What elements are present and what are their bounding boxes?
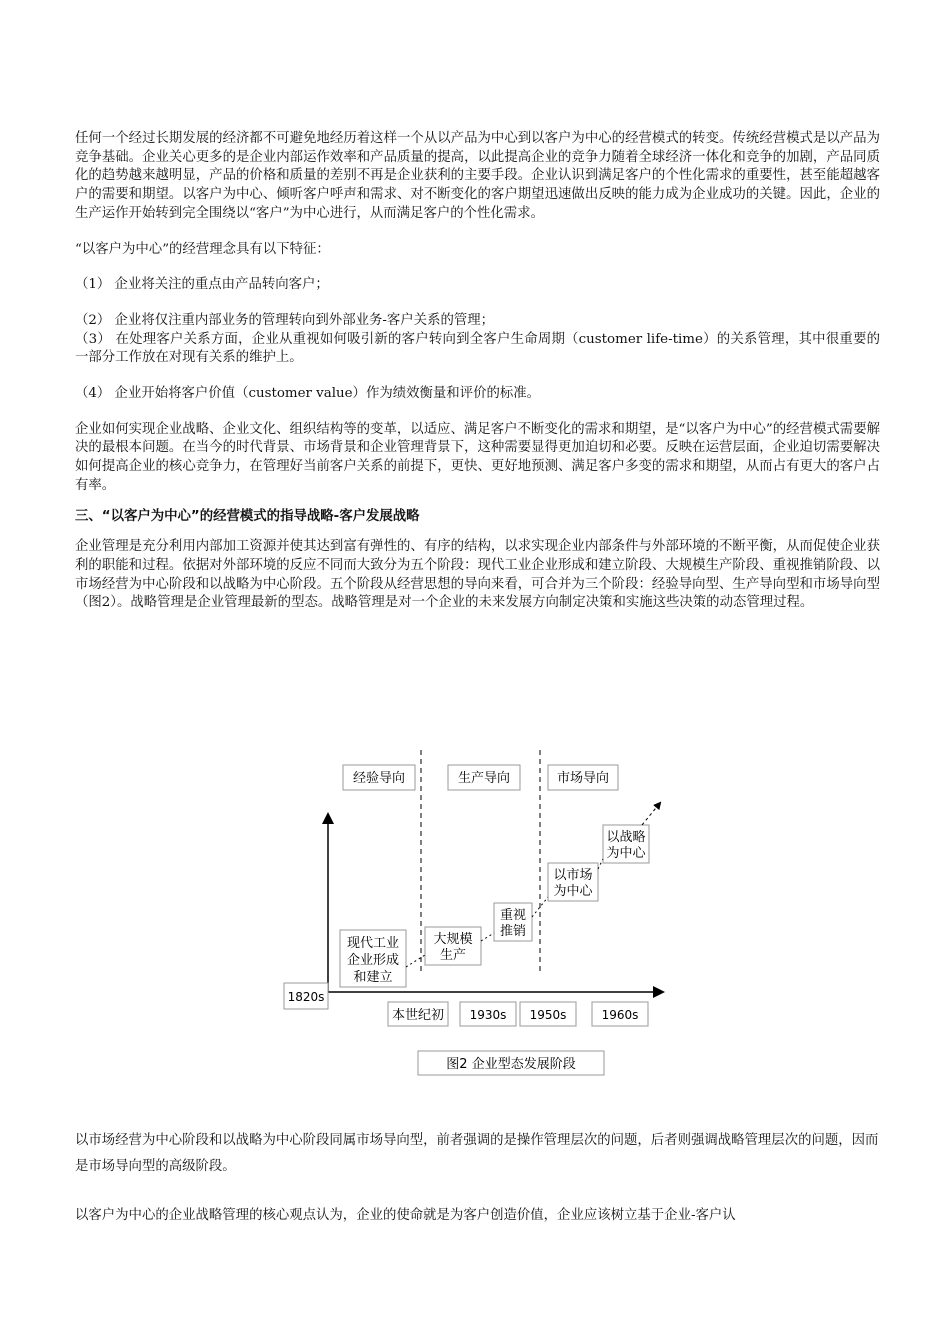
svg-text:1950s: 1950s — [529, 1008, 567, 1022]
connector-4 — [598, 859, 603, 869]
time-label-4 — [592, 1002, 648, 1026]
header-experience — [343, 765, 415, 790]
transform-paragraph: 企业如何实现企业战略、企业文化、组织结构等的变革，以适应、满足客户不断变化的需求和期望，是“以客户为中心”的经营模式需要解决的最根本问题。在当今的时代背景、市场背景和企业管理背景下，这种需要显得更加迫切和必要。反映在运营层面，企业迫切需要解决如何提高企业的核心竞争力，在管理好当前客户关系的前提下，更快、更好地预测、满足客户多变的需求和期望，从而占有更大的客户占有率。 — [75, 421, 880, 493]
header-production — [448, 765, 520, 790]
header-experience-label: 经验导向 — [352, 771, 406, 786]
features-intro: “以客户为中心”的经营理念具有以下特征： — [75, 241, 330, 257]
svg-text:以市场: 以市场 — [553, 868, 593, 883]
svg-text:大规模: 大规模 — [433, 932, 473, 947]
svg-text:本世纪初: 本世纪初 — [391, 1008, 445, 1023]
svg-text:1960s: 1960s — [601, 1008, 639, 1022]
stage-1-box — [340, 930, 406, 987]
intro-paragraph: 任何一个经过长期发展的经济都不可避免地经历着这样一个从以产品为中心到以客户为中心的经营模式的转变。传统经营模式是以产品为竞争基础。企业关心更多的是企业内部运作效率和产品质量的提高，以此提高企业的竞争力随着全球经济一体化和竞争的加剧，产品同质化的趋势越来越明显，产品的价格和质量的差别不再是企业获利的主要手段。企业认识到满足客户的个性化需求的重要性，甚至能超越客户的需要和期望。以客户为中心、倾听客户呼声和需求、对不断变化的客户期望迅速做出反映的能力成为企业成功的关键。因此，企业的生产运作开始转到完全围绕以“客户”为中心进行，从而满足客户的个性化需求。 — [75, 131, 880, 221]
stage-5-box — [603, 825, 649, 863]
stage-3-box — [494, 903, 532, 941]
svg-text:1930s: 1930s — [469, 1008, 507, 1022]
svg-text:图2 企业型态发展阶段: 图2 企业型态发展阶段 — [446, 1057, 576, 1072]
header-market — [548, 765, 618, 790]
svg-text:企业形成: 企业形成 — [346, 953, 400, 968]
svg-text:和建立: 和建立 — [353, 970, 393, 985]
feature-item-2: （2） 企业将仅注重内部业务的管理转向到外部业务-客户关系的管理； — [75, 312, 495, 328]
section-heading: 三、“以客户为中心”的经营模式的指导战略-客户发展战略 — [75, 508, 420, 524]
time-label-1 — [388, 1002, 448, 1026]
svg-text:推销: 推销 — [499, 924, 527, 939]
feature-item-4: （4） 企业开始将客户价值（customer value）作为绩效衡量和评价的标准。 — [75, 386, 541, 402]
figure-caption — [418, 1051, 604, 1075]
svg-text:为中心: 为中心 — [606, 846, 646, 861]
header-production-label: 生产导向 — [457, 771, 511, 786]
management-paragraph: 企业管理是充分利用内部加工资源并使其达到富有弹性的、有序的结构，以求实现企业内部条件与外部环境的不断平衡，从而促使企业获利的职能和过程。依据对外部环境的反应不同而大致分为五个阶段：现代工业企业形成和建立阶段、大规模生产阶段、重视推销阶段、以市场经营为中心阶段和以战略为中心阶段。五个阶段从经营思想的导向来看，可合并为三个阶段：经验导向型、生产导向型和市场导向型（图2）。战略管理是企业管理最新的型态。战略管理是对一个企业的未来发展方向制定决策和实施这些决策的动态管理过程。 — [75, 539, 880, 611]
figure-enterprise-stages — [280, 745, 680, 1085]
trend-arrow — [642, 803, 660, 825]
connector-2 — [481, 933, 494, 941]
time-label-3 — [520, 1002, 576, 1026]
svg-text:重视: 重视 — [499, 908, 527, 923]
svg-text:以战略: 以战略 — [606, 830, 646, 845]
feature-item-1: （1） 企业将关注的重点由产品转向客户； — [75, 277, 329, 293]
document-body — [75, 130, 880, 613]
header-market-label: 市场导向 — [556, 771, 610, 786]
stage-2-box — [425, 927, 481, 965]
svg-text:现代工业: 现代工业 — [346, 936, 400, 951]
svg-text:生产: 生产 — [439, 948, 467, 963]
start-year-box — [284, 983, 328, 1009]
after-paragraph-1: 以市场经营为中心阶段和以战略为中心阶段同属市场导向型，前者强调的是操作管理层次的问题，后者则强调战略管理层次的问题，因而是市场导向型的高级阶段。 — [75, 1133, 879, 1174]
svg-text:1820s: 1820s — [287, 990, 325, 1004]
connector-1 — [406, 955, 425, 967]
after-paragraph-2: 以客户为中心的企业战略管理的核心观点认为，企业的使命就是为客户创造价值，企业应该树立基于企业-客户认 — [75, 1208, 736, 1223]
stage-4-box — [548, 863, 598, 901]
time-label-2 — [460, 1002, 516, 1026]
svg-text:为中心: 为中心 — [553, 884, 593, 899]
feature-item-3: （3） 在处理客户关系方面，企业从重视如何吸引新的客户转向到全客户生命周期（customer life-time）的关系管理，其中很重要的一部分工作放在对现有关系的维护上。 — [75, 331, 880, 366]
